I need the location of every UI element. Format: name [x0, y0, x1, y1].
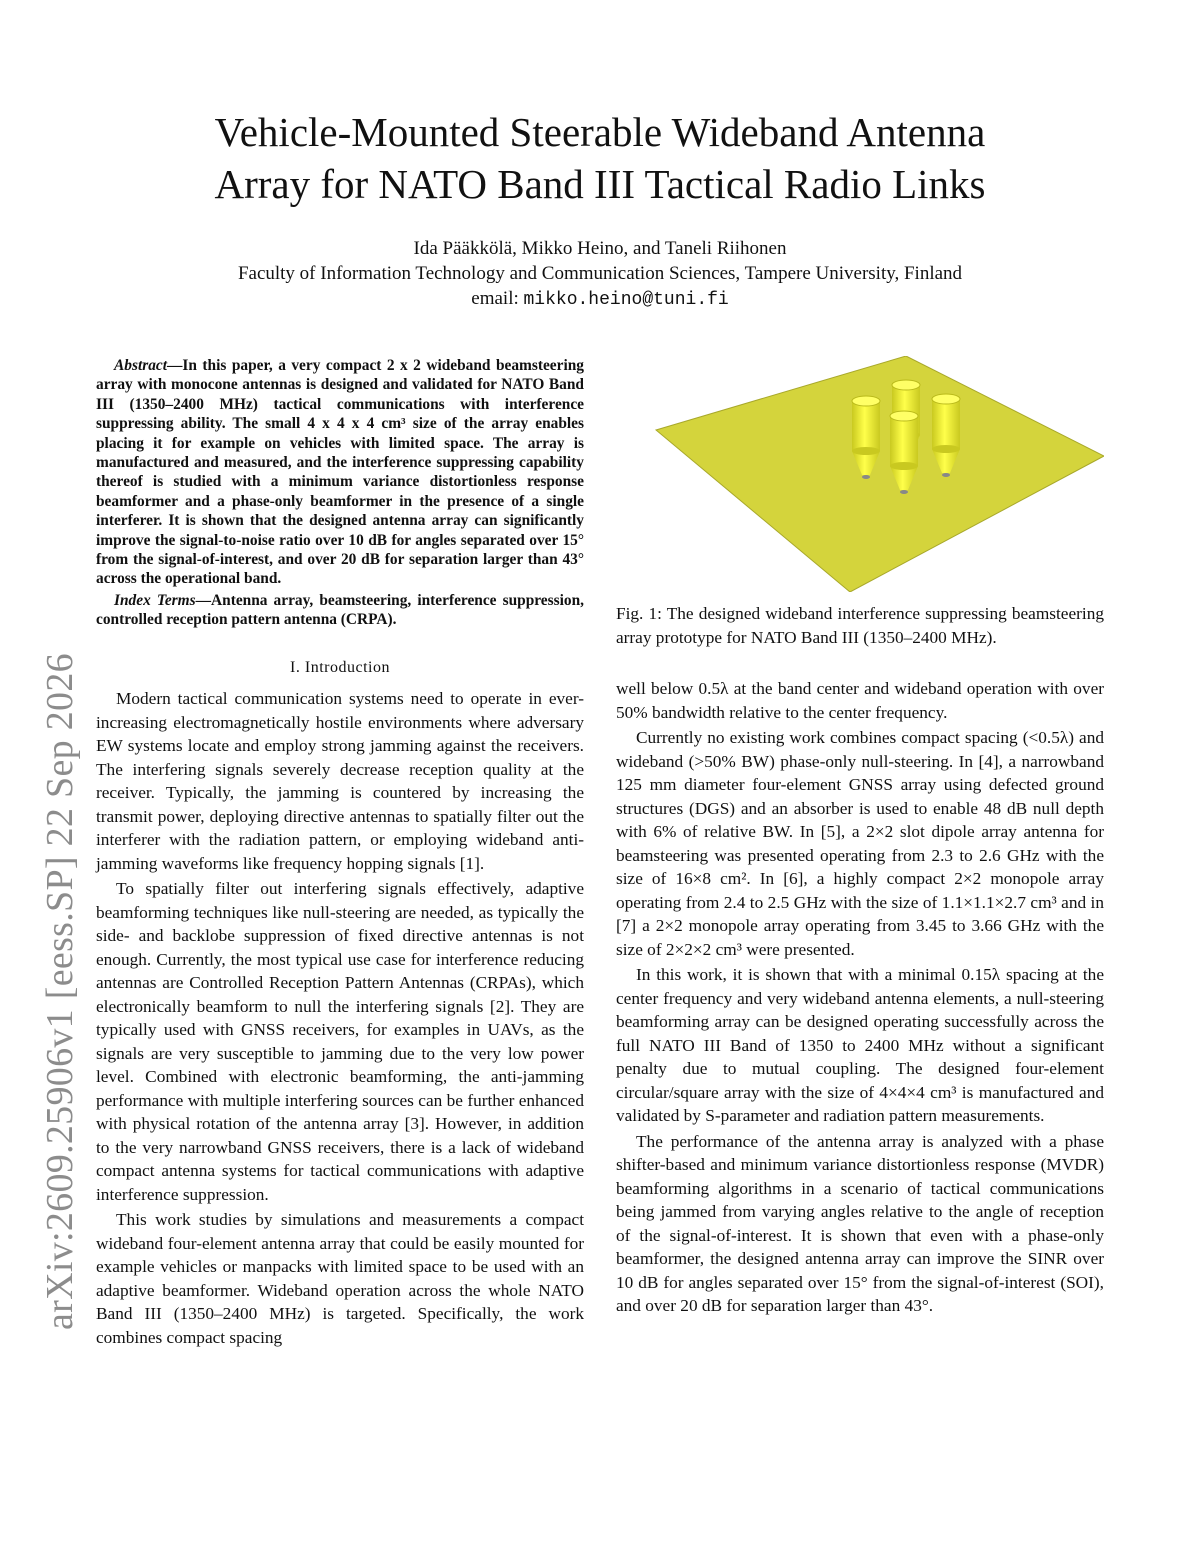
affiliation: Faculty of Information Technology and Communication Sciences, Tampere University, Finland [237, 263, 963, 284]
author-block [100, 236, 1100, 313]
section-heading-introduction: I. Introduction [290, 658, 390, 676]
left-column [96, 356, 584, 1349]
intro-paragraph: The performance of the antenna array is analyzed with a phase shifter-based and minimum variance distortionless response (MVDR) beamforming algorithms in a scenario of tactical communications being jammed from varying angles relative to the angle of reception of the signal-of-interest. It is shown that even with a phase-only beamformer, the designed antenna array can improve the SINR over 10 dB for angles separated over 15° from the signal-of-interest (SOI), and over 20 dB for separation larger than 43°. [616, 1131, 1104, 1315]
email-line [100, 286, 1100, 313]
abstract [96, 356, 584, 589]
index-terms-label: Index Terms [114, 591, 196, 609]
arxiv-identifier-stamp: arXiv:2609.25906v1 [eess.SP] 22 Sep 2026 [39, 653, 81, 1330]
index-terms-text: —Antenna array, beamsteering, interference suppression, controlled reception pattern antenna (CRPA). [96, 591, 584, 629]
email-address: mikko.heino@tuni.fi [523, 290, 729, 310]
intro-paragraph: In this work, it is shown that with a minimal 0.15λ spacing at the center frequency and very wideband antenna elements, a null-steering beamforming array can be designed operating successfully across the full NATO III Band of 1350 to 2400 MHz without a significant penalty due to mutual coupling. The designed four-element circular/square array with the size of 4×4×4 cm³ is manufactured and validated by S-parameter and radiation pattern measurements. [616, 965, 1104, 1125]
abstract-label: Abstract [114, 357, 168, 374]
intro-paragraph: Modern tactical communication systems need to operate in ever-increasing electromagnetically hostile environments where adversary EW systems locate and employ strong jamming against the receivers. The interfering signals severely decrease reception quality at the receiver. Typically, the jamming is countered by increasing the transmit power, deploying directive antennas to spatially filter out the interferer with the radiation pattern, or employing wideband anti-jamming waveforms like frequency hopping signals [1]. [96, 689, 584, 873]
intro-paragraph-continued: well below 0.5λ at the band center and wideband operation with over 50% bandwidth relative to the center frequency. [616, 679, 1104, 722]
email-label: email: [471, 288, 524, 309]
intro-paragraph: This work studies by simulations and measurements a compact wideband four-element antenna array that could be easily mounted for example vehicles or manpacks with limited space to be used with an adaptive beamformer. Wideband operation across the whole NATO Band III (1350–2400 MHz) is targeted. Specifically, the work combines compact spacing [96, 1210, 584, 1347]
intro-paragraph: Currently no existing work combines compact spacing (<0.5λ) and wideband (>50% BW) phase-only null-steering. In [4], a narrowband 125 mm diameter four-element GNSS array using defected ground structures (DGS) and an absorber is used to enable 48 dB null depth with 6% of relative BW. In [5], a 2×2 slot dipole array antenna for beamsteering was presented operating from 2.3 to 2.6 GHz with the size of 16×8 cm². In [6], a highly compact 2×2 monopole array operating from 2.4 to 2.5 GHz with the size of 1.1×1.1×2.7 cm³ and in [7] a 2×2 monopole array operating from 3.45 to 3.66 GHz with the size of 2×2×2 cm³ were presented. [616, 728, 1104, 959]
ground-plane [656, 356, 1104, 592]
antenna-array-render [616, 356, 1104, 592]
author-names: Ida Pääkkölä, Mikko Heino, and Taneli Riihonen [413, 238, 787, 259]
abstract-text: —In this paper, a very compact 2 x 2 wideband beamsteering array with monocone antennas is designed and validated for NATO Band III (1350–2400 MHz) tactical communications with interference suppressing ability. The small 4 x 4 x 4 cm³ size of the array enables placing it for example on vehicles with limited space. The array is manufactured and measured, and the interference suppressing capability thereof is studied with a minimum variance distortionless response beamformer and a phase-only beamformer in the presence of a single interferer. It is shown that the designed antenna array can significantly improve the signal-to-noise ratio over 10 dB for angles separated over 15° from the signal-of-interest, and over 20 dB for separation larger than 43° across the operational band. [96, 357, 584, 588]
paper-title [100, 106, 1100, 210]
figure-antenna-array [616, 356, 1104, 592]
title-line-2: Array for NATO Band III Tactical Radio Links [214, 161, 986, 207]
figure-1-caption: Fig. 1: The designed wideband interference suppressing beamsteering array prototype for NATO Band III (1350–2400 MHz). [616, 604, 1104, 647]
title-line-1: Vehicle-Mounted Steerable Wideband Antenna [214, 109, 986, 155]
intro-paragraph: To spatially filter out interfering signals effectively, adaptive beamforming techniques like null-steering are needed, as typically the side- and backlobe suppression of fixed directive antennas is not enough. Currently, the most typical use case for interference reducing antennas are Controlled Reception Pattern Antennas (CRPAs), which electronically beamform to null the interfering signals [2]. They are typically used with GNSS receivers, for examples in UAVs, as the signals are very susceptible to jamming due to the very low power level. Combined with electronic beamforming, the anti-jamming performance with multiple interfering sources can be further enhanced with physical rotation of the antenna array [3]. However, in addition to the very narrowband GNSS receivers, there is a lack of wideband compact antenna systems for tactical communications with adaptive interference suppression. [96, 879, 584, 1204]
right-column [616, 356, 1104, 1318]
index-terms [96, 591, 584, 630]
